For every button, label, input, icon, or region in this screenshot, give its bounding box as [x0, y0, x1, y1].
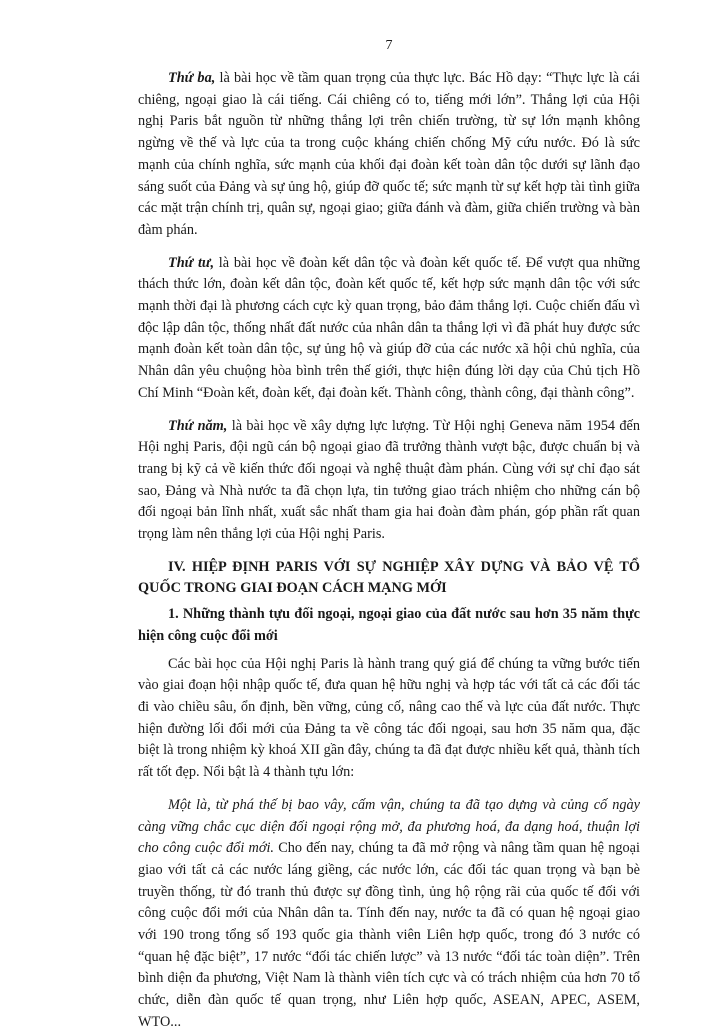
subsection-heading: 1. Những thành tựu đối ngoại, ngoại giao của đất nước sau hơn 35 năm thực hiện công cuộc đổi mới — [138, 606, 640, 644]
paragraph-text: là bài học về xây dựng lực lượng. Từ Hội nghị Geneva năm 1954 đến Hội nghị Paris, đội ngũ cán bộ ngoại giao đã trưởng thành vượt bậc, được chuẩn bị và trang bị kỹ cả về kiến thức đối ngoại và nghệ thuật đàm phán. Cùng với sự chỉ đạo sát sao, Đảng và Nhà nước ta đã chọn lựa, tin tưởng giao trách nhiệm cho những cán bộ đối ngoại bản lĩnh nhất, xuất sắc nhất tham gia hai đoàn đàm phán, góp phần rất quan trọng làm nên thắng lợi của Hội nghị Paris. — [138, 417, 641, 543]
paragraph-thu-nam — [138, 416, 640, 546]
paragraph-thu-ba — [138, 68, 640, 242]
paragraph-lead: Thứ tư, — [168, 254, 215, 271]
paragraph-text: là bài học về đoàn kết dân tộc và đoàn kết quốc tế. Để vượt qua những thách thức lớn, đoàn kết dân tộc, đoàn kết quốc tế, kết hợp sức mạnh dân tộc với sức mạnh thời đại là phương cách cực kỳ quan trọng, bảo đảm thắng lợi. Cuộc chiến đấu vì độc lập dân tộc, thống nhất đất nước của nhân dân ta thắng lợi vì đã phát huy được sức mạnh đoàn kết toàn dân tộc, sự ủng hộ và giúp đỡ của các nước xã hội chủ nghĩa, của Nhân dân yêu chuộng hòa bình trên thế giới, thực hiện đúng lời dạy của Chủ tịch Hồ Chí Minh “Đoàn kết, đoàn kết, đại đoàn kết. Thành công, thành công, đại thành công”. — [138, 254, 640, 401]
paragraph-text: Cho đến nay, chúng ta đã mở rộng và nâng tầm quan hệ ngoại giao với tất cả các nước láng giềng, các nước lớn, các đối tác quan trọng và bạn bè truyền thống, từ đó tranh thủ được sự đồng tình, ủng hộ rộng rãi của quốc tế đối với công cuộc đổi mới của Nhân dân ta. Tính đến nay, nước ta đã có quan hệ ngoại giao với 190 trong tổng số 193 quốc gia thành viên Liên hợp quốc, trong đó 3 nước có “quan hệ đặc biệt”, 17 nước “đối tác chiến lược” và 13 nước “đối tác toàn diện”. Trên bình diện đa phương, Việt Nam là thành viên tích cực và có trách nhiệm của hơn 70 tổ chức, diễn đàn quốc tế quan trọng, như Liên hợp quốc, ASEAN, APEC, ASEM, WTO... — [138, 840, 640, 1030]
paragraph-lead: Thứ ba, — [168, 70, 216, 86]
paragraph-thu-tu — [138, 253, 640, 405]
paragraph-lead: Một là, từ phá thế bị bao vây, cấm vận, chúng ta đã tạo dựng và củng cố ngày càng vững chắc cục diện đối ngoại rộng mở, đa phương hoá, đa dạng hoá, thuận lợi cho công cuộc đổi mới. — [138, 796, 640, 857]
paragraph-mot-la — [138, 795, 640, 1034]
paragraph-intro: Các bài học của Hội nghị Paris là hành trang quý giá để chúng ta vững bước tiến vào giai đoạn hội nhập quốc tế, đưa quan hệ hữu nghị và hợp tác với tất cả các đối tác đi vào chiều sâu, ổn định, bền vững, củng cố, nâng cao thế và lực của đất nước. Thực hiện đường lối đổi mới của Đảng ta về công tác đối ngoại, sau hơn 35 năm qua, đặc biệt là trong nhiệm kỳ khoá XII gần đây, chúng ta đã đạt được nhiều kết quả, thành tích rất tốt đẹp. Nổi bật là 4 thành tựu lớn: — [138, 655, 640, 781]
paragraph-lead: Thứ năm, — [168, 417, 228, 434]
page-number: 7 — [385, 38, 393, 53]
section-heading: IV. HIỆP ĐỊNH PARIS VỚI SỰ NGHIỆP XÂY DỰNG VÀ BẢO VỆ TỔ QUỐC TRONG GIAI ĐOẠN CÁCH MẠNG MỚI — [138, 558, 640, 597]
paragraph-text: là bài học về tầm quan trọng của thực lực. Bác Hồ dạy: “Thực lực là cái chiêng, ngoại giao là cái tiếng. Cái chiêng có to, tiếng mới lớn”. Thắng lợi của Hội nghị Paris bắt nguồn từ những thắng lợi trên chiến trường, từ sự lớn mạnh không ngừng về thế và lực của ta trong cuộc kháng chiến chống Mỹ cứu nước. Đó là sức mạnh của chính nghĩa, sức mạnh của khối đại đoàn kết toàn dân tộc dưới sự lãnh đạo sáng suốt của Đảng và sự ủng hộ, giúp đỡ quốc tế; sức mạnh từ sự kết hợp tài tình giữa các mặt trận chính trị, quân sự, ngoại giao; giữa đánh và đàm, giữa chiến trường và bàn đàm phán. — [138, 70, 640, 238]
